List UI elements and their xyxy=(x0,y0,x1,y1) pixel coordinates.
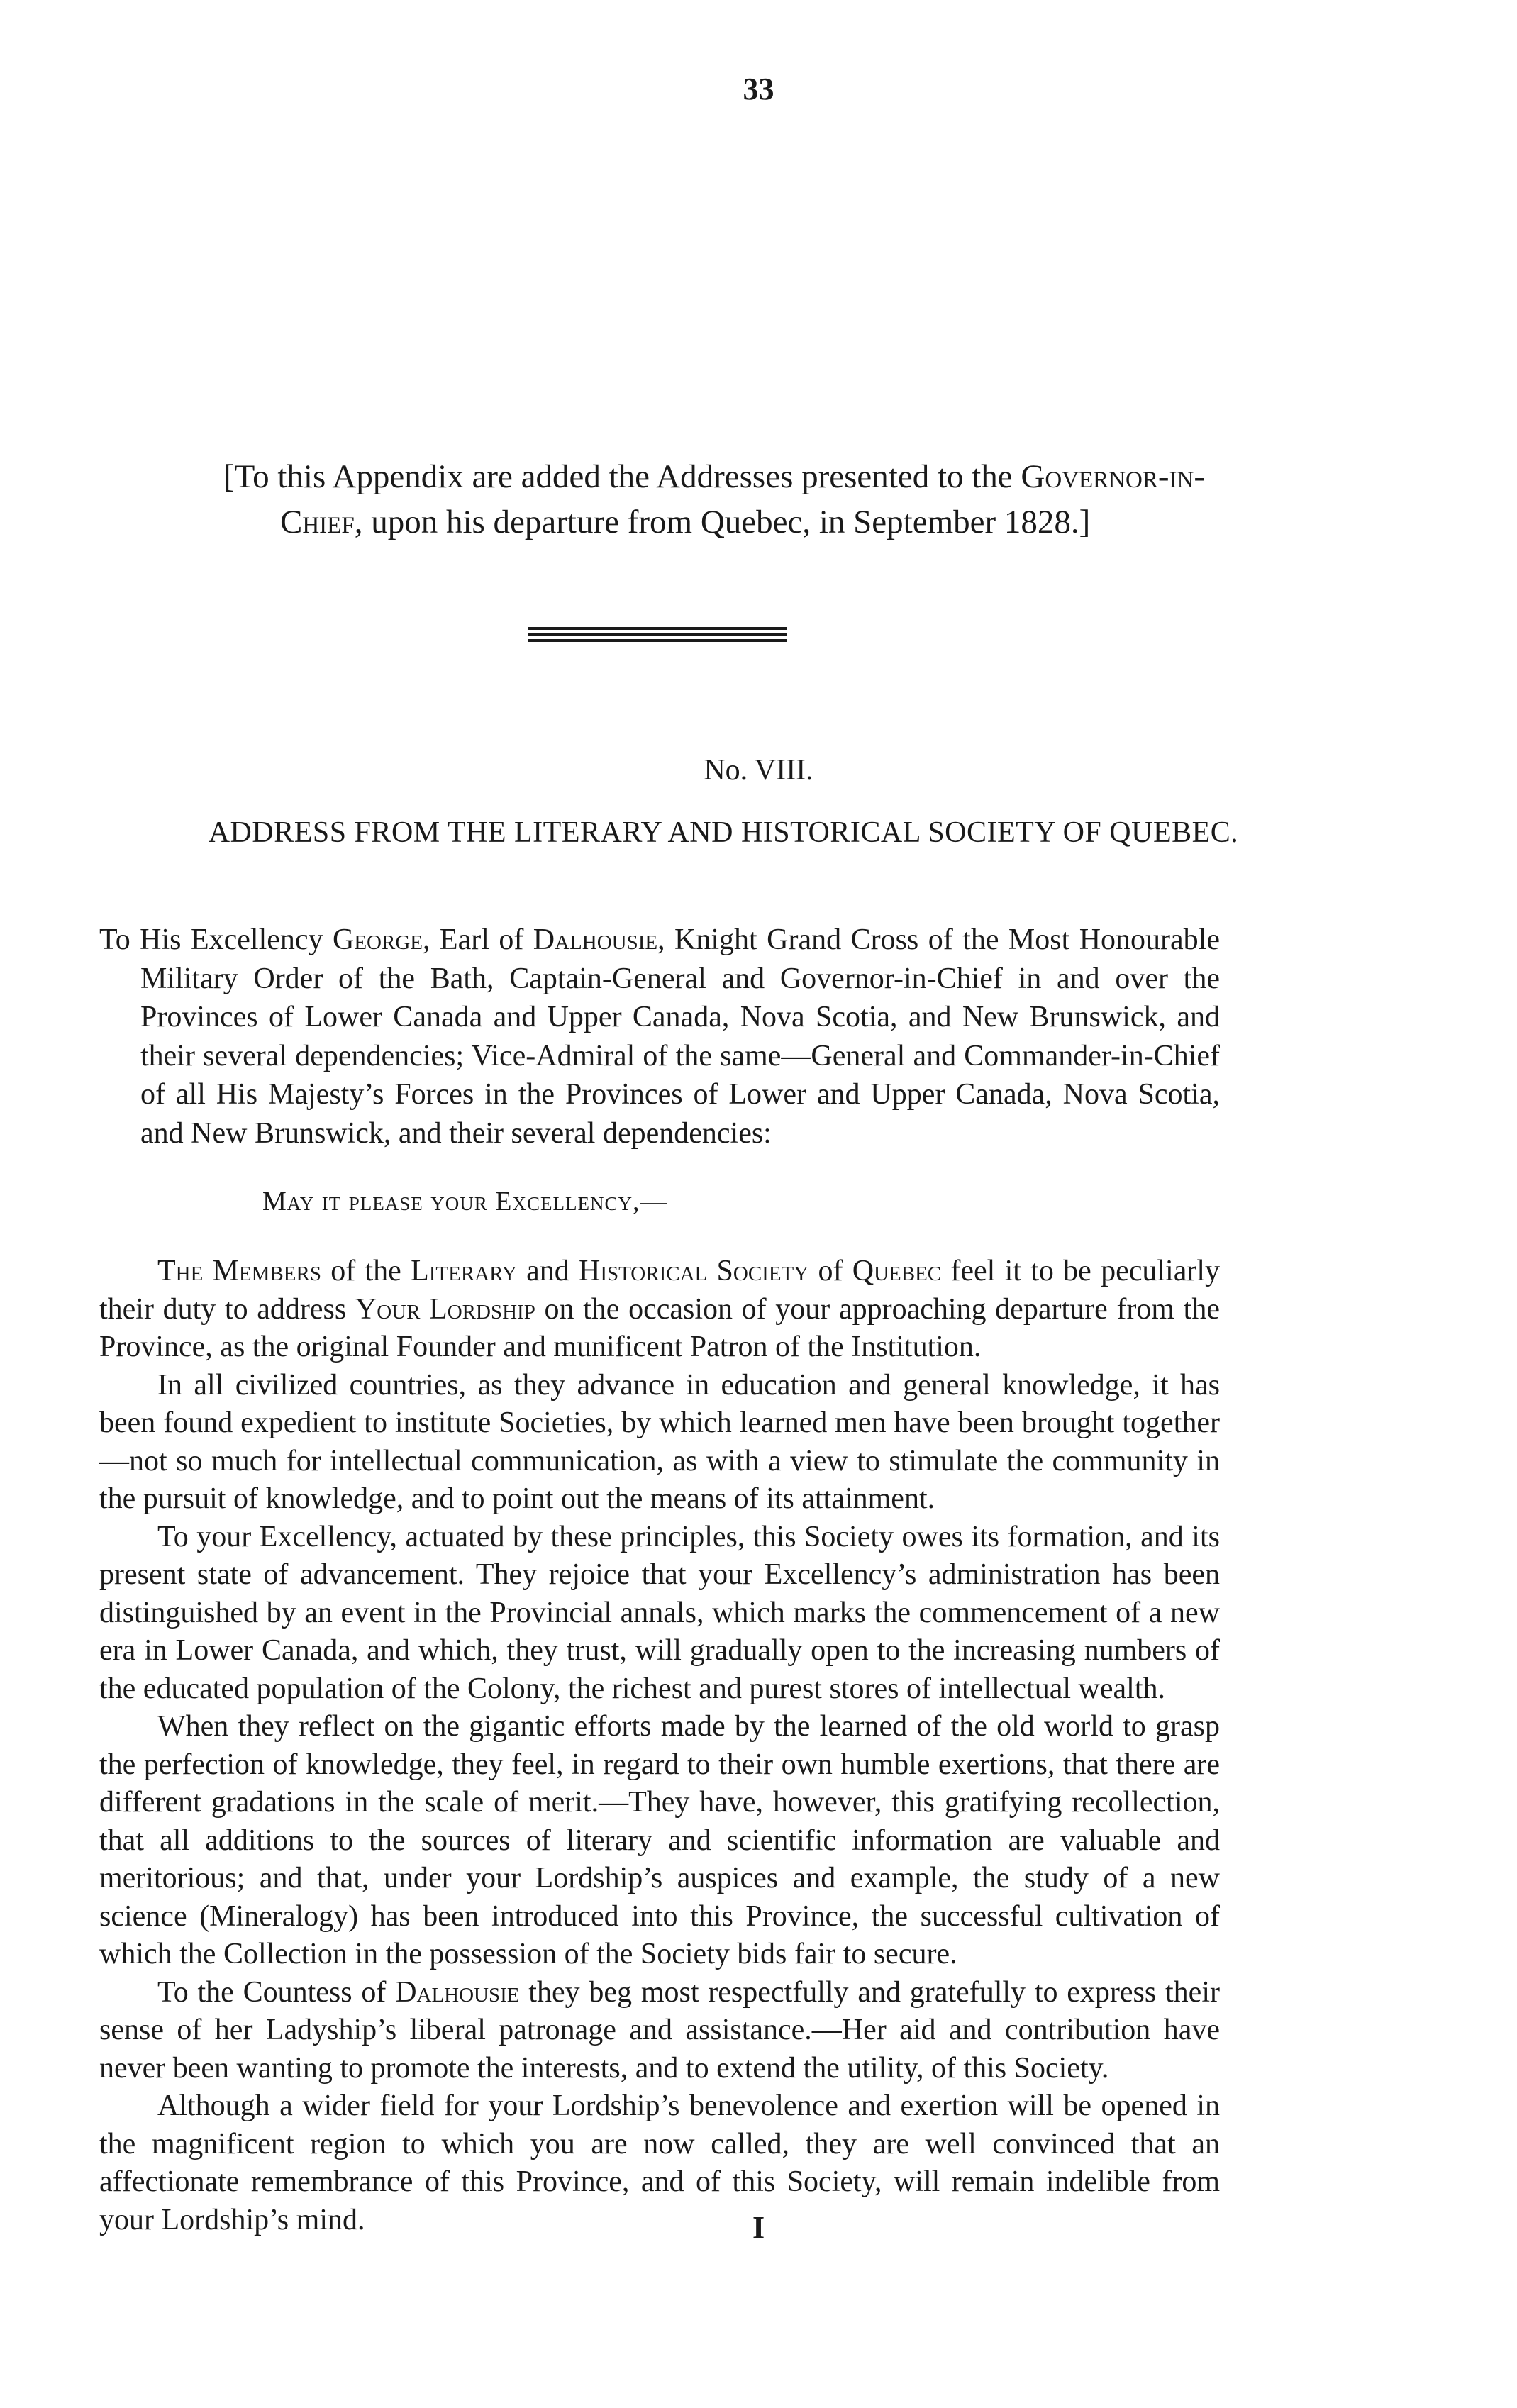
paragraph-text: and xyxy=(516,1255,579,1287)
paragraph-smallcaps: Your Lordship xyxy=(355,1292,535,1326)
paragraph-smallcaps: Quebec xyxy=(852,1255,942,1287)
paragraph-text: of the xyxy=(321,1255,411,1287)
paragraph-text: they beg most respectfully and gratefully to express their sense of her Ladyship’s liberal patronage and assistance.—Her aid and contribution have never been wanting to promote the interests, and to extend the utility, of this Society. xyxy=(99,1975,1220,2085)
paragraph-text: of xyxy=(808,1255,852,1287)
paragraph-text: feel it to be peculiarly their duty to address xyxy=(99,1255,1220,1326)
salutation-text: , Knight Grand Cross of the Most Honourable Military Order of the Bath, Captain-General and Governor-in-Chief in and over the Provinces of Lower Canada and Upper Canada, Nova Scotia, and New Brunswick, and their several dependencies; Vice-Admiral of the same—General and Commander-in-Chief of all His Majesty’s Forces in the Provinces of Lower and Upper Canada, Nova Scotia, and New Brunswick, and their several dependencies: xyxy=(140,923,1220,1150)
paragraph-smallcaps: Literary xyxy=(411,1255,517,1287)
section-number: No. VIII. xyxy=(704,754,813,787)
paragraph-1 xyxy=(99,1253,1220,1367)
signature-mark: I xyxy=(752,2210,765,2245)
salutation-name: George xyxy=(332,923,423,956)
salutation-paragraph xyxy=(99,921,1220,1153)
appendix-note-title: Governor-in- xyxy=(1021,458,1205,495)
paragraph-text: To the Countess of xyxy=(157,1975,396,2009)
salutation-text: , Earl of xyxy=(422,923,533,956)
paragraph-5 xyxy=(99,1974,1220,2088)
appendix-note-title-cont: Chief xyxy=(280,504,355,540)
paragraph-6: Although a wider field for your Lordship’s benevolence and exertion will be opened in the magnificent region to which you are now called, they are well convinced that an affectionate remembrance of this Province, and of this Society, will remain indelible from your Lordship’s mind. xyxy=(99,2090,1220,2236)
paragraph-2: In all civilized countries, as they advance in education and general knowledge, it has been found expedient to institute Societies, by which learned men have been brought together—not so much for intellectual communication, as with a view to stimulate the community in the pursuit of knowledge, and to point out the means of its attainment. xyxy=(99,1368,1220,1515)
divider-rule xyxy=(528,627,787,630)
paragraph-smallcaps: Dalhousie xyxy=(395,1975,520,2009)
paragraph-4: When they reflect on the gigantic efforts made by the learned of the old world to grasp the perfection of knowledge, they feel, in regard to their own humble exertions, that there are different gradations in the scale of merit.—They have, however, this gratifying recollection, that all additions to the sources of literary and scientific information are valuable and meritorious; and that, under your Lordship’s auspices and example, the study of a new science (Mineralogy) has been introduced into this Province, the successful cultivation of which the Collection in the possession of the Society bids fair to secure. xyxy=(99,1710,1220,1970)
address-greeting: May it please your Excellency,— xyxy=(262,1187,668,1216)
appendix-note-text-cont: , upon his departure from Quebec, in September 1828.] xyxy=(354,504,1091,540)
page-number: 33 xyxy=(743,72,774,106)
paragraph-smallcaps: Historical Society xyxy=(579,1255,809,1287)
salutation-title: Dalhousie xyxy=(533,923,658,956)
address-body xyxy=(99,1253,1220,2239)
appendix-note xyxy=(223,454,1245,545)
paragraph-smallcaps: The Members xyxy=(157,1255,321,1287)
salutation-text: To His Excellency xyxy=(99,923,333,956)
divider-rule xyxy=(528,633,787,636)
address-title: ADDRESS FROM THE LITERARY AND HISTORICAL SOCIETY OF QUEBEC. xyxy=(208,816,1239,849)
paragraph-3: To your Excellency, actuated by these principles, this Society owes its formation, and its present state of advancement. They rejoice that your Excellency’s administration has been distinguished by an event in the Provincial annals, which marks the commencement of a new era in Lower Canada, and which, they trust, will gradually open to the increasing numbers of the educated population of the Colony, the richest and purest stores of intellectual wealth. xyxy=(99,1520,1220,1705)
divider-rule xyxy=(528,639,787,642)
paragraph-text: on the occasion of your approaching departure from the Province, as the original Founder and munificent Patron of the Institution. xyxy=(99,1292,1220,1363)
appendix-note-text: [To this Appendix are added the Addresses presented to the xyxy=(223,458,1021,495)
